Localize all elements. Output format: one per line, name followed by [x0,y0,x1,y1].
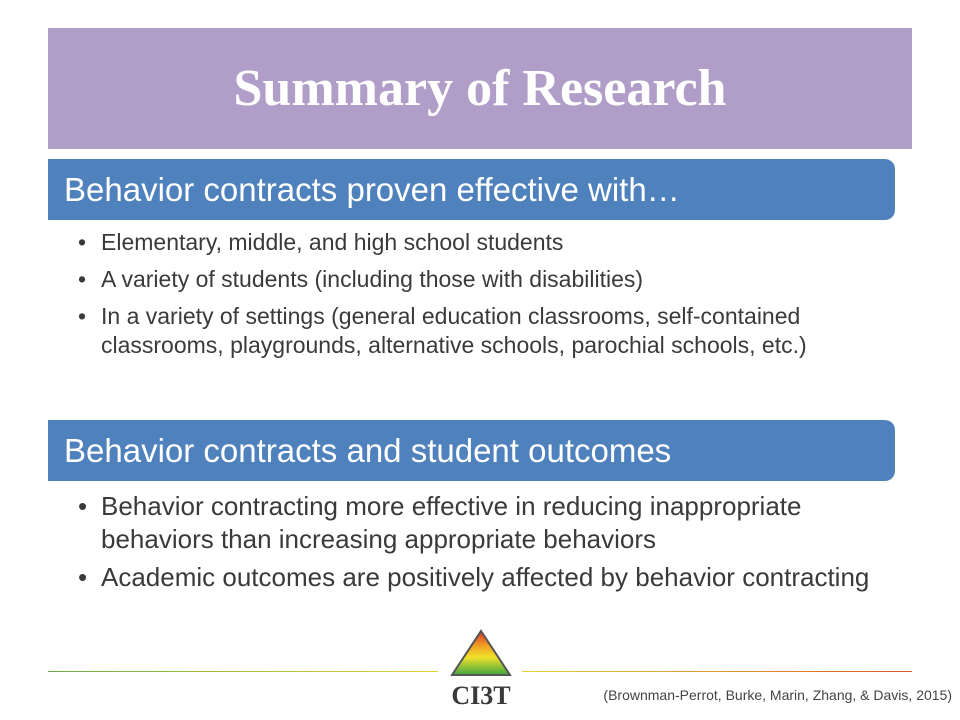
ci3t-logo [446,628,516,712]
footer-rule-right [522,671,912,672]
bullet-item: • Academic outcomes are positively affected by behavior contracting [78,561,878,594]
footer-rule-left [48,671,438,672]
section-heading-student-outcomes: Behavior contracts and student outcomes [48,420,895,481]
bullet-list-student-outcomes [78,490,878,599]
bullet-item: • Elementary, middle, and high school students [78,228,878,257]
bullet-list-effective-with [78,228,878,368]
triangle-logo-icon [446,628,516,712]
title-bar [48,28,912,149]
bullet-item: • In a variety of settings (general education classrooms, self-contained classrooms, playgrounds, alternative schools, parochial schools, etc.) [78,302,878,360]
section-heading-effective-with: Behavior contracts proven effective with… [48,159,895,220]
citation: (Brownman-Perrot, Burke, Marin, Zhang, & Davis, 2015) [603,687,952,703]
bullet-item: • A variety of students (including those with disabilities) [78,265,878,294]
logo-text: CI3T [451,681,511,710]
slide-title: Summary of Research [233,60,727,117]
bullet-item: • Behavior contracting more effective in reducing inappropriate behaviors than increasing appropriate behaviors [78,490,878,556]
